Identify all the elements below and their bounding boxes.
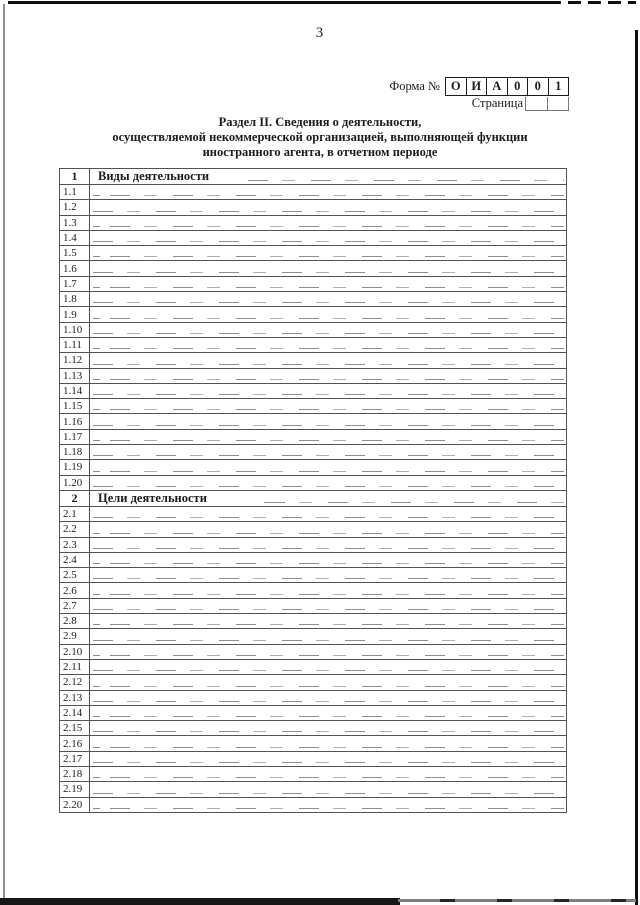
row-number-cell: [60, 629, 90, 644]
row-number: 2.2: [63, 523, 77, 536]
row-number: 2.3: [63, 538, 77, 551]
row-fill-cell: [90, 399, 567, 414]
row-number: 2.17: [63, 752, 83, 765]
bleed-through-line: [93, 272, 564, 273]
row-number: 1.5: [63, 247, 77, 260]
form-code-cells: [445, 77, 569, 96]
table-row: [60, 705, 567, 720]
row-number-cell: [60, 690, 90, 705]
section-title: [0, 115, 640, 160]
table-row: [60, 322, 567, 337]
row-number-cell: [60, 185, 90, 200]
row-fill-cell: [90, 337, 567, 352]
bleed-through-line: [93, 777, 564, 778]
bleed-through-line: [248, 180, 564, 181]
table-row: [60, 614, 567, 629]
form-number-row: [389, 77, 569, 96]
section-number-cell: [60, 169, 90, 185]
row-fill-cell: [90, 797, 567, 812]
row-fill-cell: [90, 322, 567, 337]
row-number-cell: [60, 797, 90, 812]
table-row: [60, 782, 567, 797]
row-number: 1.10: [63, 323, 83, 336]
row-number: 2.16: [63, 737, 83, 750]
row-number: 2.10: [63, 645, 83, 658]
bleed-through-line: [93, 517, 564, 518]
row-number-cell: [60, 614, 90, 629]
table-row: [60, 460, 567, 475]
table-row: [60, 276, 567, 291]
row-fill-cell: [90, 736, 567, 751]
row-fill-cell: [90, 766, 567, 781]
row-number-cell: [60, 246, 90, 261]
row-number: 2.1: [63, 508, 77, 521]
bleed-through-line: [93, 640, 564, 641]
row-fill-cell: [90, 368, 567, 383]
table-row: [60, 307, 567, 322]
row-number-cell: [60, 261, 90, 276]
bleed-through-line: [93, 364, 564, 365]
table-row: [60, 690, 567, 705]
row-fill-cell: [90, 185, 567, 200]
row-fill-cell: [90, 568, 567, 583]
activity-table: [59, 168, 567, 813]
row-number: 1.20: [63, 476, 83, 489]
table-row: [60, 185, 567, 200]
row-fill-cell: [90, 445, 567, 460]
table-row: [60, 368, 567, 383]
row-number: 1.6: [63, 262, 77, 275]
row-fill-cell: [90, 215, 567, 230]
page-field-cell: [526, 97, 547, 110]
row-fill-cell: [90, 200, 567, 215]
scan-edge-top-dashes: [548, 1, 636, 4]
row-number: 2.14: [63, 706, 83, 719]
row-number: 1.4: [63, 232, 77, 245]
row-number-cell: [60, 782, 90, 797]
row-number: 1.1: [63, 186, 77, 199]
row-fill-cell: [90, 629, 567, 644]
table-row: [60, 337, 567, 352]
row-number: 2.12: [63, 676, 83, 689]
row-number: 1.3: [63, 216, 77, 229]
table-row: [60, 598, 567, 613]
row-number-cell: [60, 537, 90, 552]
row-fill-cell: [90, 583, 567, 598]
bleed-through-line: [93, 670, 564, 671]
bleed-through-line: [93, 655, 564, 656]
bleed-through-line: [93, 686, 564, 687]
table-row: [60, 292, 567, 307]
section-heading-text: Цели деятельности: [98, 490, 207, 505]
row-number-cell: [60, 460, 90, 475]
section-number: 1: [71, 169, 78, 183]
form-code-cell: 1: [548, 78, 569, 95]
row-fill-cell: [90, 276, 567, 291]
section-title-line: осуществляемой некоммерческой организацией, выполняющей функции: [112, 130, 528, 144]
table-row: [60, 766, 567, 781]
table-row: [60, 629, 567, 644]
row-number-cell: [60, 736, 90, 751]
row-fill-cell: [90, 414, 567, 429]
page-field-cells: [525, 97, 569, 111]
bleed-through-line: [93, 624, 564, 625]
row-number: 2.4: [63, 553, 77, 566]
section-heading-text: Виды деятельности: [98, 169, 210, 183]
row-number: 2.13: [63, 691, 83, 704]
row-number: 2.5: [63, 569, 77, 582]
row-fill-cell: [90, 598, 567, 613]
table-row: [60, 583, 567, 598]
table-row: [60, 445, 567, 460]
section-title-cell: [90, 490, 567, 506]
row-number: 2.20: [63, 798, 83, 811]
row-number-cell: [60, 506, 90, 521]
table-row: [60, 429, 567, 444]
section-number: 2: [71, 490, 78, 505]
row-number-cell: [60, 644, 90, 659]
row-number-cell: [60, 721, 90, 736]
form-code-cell: И: [466, 78, 487, 95]
row-number: 1.11: [63, 339, 82, 352]
row-number-cell: [60, 445, 90, 460]
row-number-cell: [60, 659, 90, 674]
row-number: 2.8: [63, 615, 77, 628]
section-header-row: [60, 490, 567, 506]
row-fill-cell: [90, 721, 567, 736]
row-fill-cell: [90, 537, 567, 552]
page-field-row: [389, 96, 569, 111]
row-number-cell: [60, 475, 90, 490]
row-number-cell: [60, 368, 90, 383]
activity-table-body: [60, 169, 567, 813]
form-number-box: [389, 77, 569, 111]
table-row: [60, 414, 567, 429]
table-row: [60, 797, 567, 812]
bleed-through-line: [93, 425, 564, 426]
row-number-cell: [60, 215, 90, 230]
bleed-through-line: [93, 731, 564, 732]
scan-edge-bottom-bar: [0, 898, 400, 905]
row-number: 2.18: [63, 768, 83, 781]
row-number-cell: [60, 292, 90, 307]
row-number: 1.14: [63, 385, 83, 397]
form-code-cell: А: [486, 78, 507, 95]
row-number-cell: [60, 568, 90, 583]
row-fill-cell: [90, 246, 567, 261]
bleed-through-line: [93, 594, 564, 595]
table-row: [60, 506, 567, 521]
row-fill-cell: [90, 522, 567, 537]
bleed-through-line: [93, 716, 564, 717]
row-number: 2.7: [63, 599, 77, 612]
bleed-through-line: [93, 348, 564, 349]
table-row: [60, 383, 567, 398]
row-number: 1.16: [63, 415, 83, 428]
section-title-cell: [90, 169, 567, 185]
form-code-cell: О: [450, 79, 461, 93]
row-fill-cell: [90, 675, 567, 690]
bleed-through-line: [93, 793, 564, 794]
table-row: [60, 475, 567, 490]
table-row: [60, 721, 567, 736]
row-fill-cell: [90, 644, 567, 659]
bleed-through-line: [93, 379, 564, 380]
row-fill-cell: [90, 475, 567, 490]
row-number: 1.7: [63, 277, 77, 290]
row-fill-cell: [90, 690, 567, 705]
row-fill-cell: [90, 261, 567, 276]
row-number-cell: [60, 552, 90, 567]
bleed-through-line: [93, 548, 564, 549]
row-number-cell: [60, 322, 90, 337]
table-row: [60, 522, 567, 537]
section-header-row: [60, 169, 567, 185]
row-number-cell: [60, 414, 90, 429]
row-fill-cell: [90, 614, 567, 629]
scan-edge-top: [8, 1, 548, 4]
row-number-cell: [60, 353, 90, 368]
row-number: 1.17: [63, 430, 83, 443]
bleed-through-line: [93, 302, 564, 303]
bleed-through-line: [93, 241, 564, 242]
row-number: 1.13: [63, 369, 83, 382]
row-number-cell: [60, 383, 90, 398]
table-row: [60, 246, 567, 261]
row-number: 1.9: [63, 308, 77, 321]
row-number: 2.11: [63, 661, 82, 674]
row-fill-cell: [90, 292, 567, 307]
bleed-through-line: [93, 455, 564, 456]
row-number: 1.12: [63, 354, 83, 367]
table-row: [60, 675, 567, 690]
bleed-through-line: [93, 195, 564, 196]
form-code-cell: 0: [527, 78, 548, 95]
bleed-through-line: [93, 211, 564, 212]
table-row: [60, 261, 567, 276]
table-row: [60, 736, 567, 751]
table-row: [60, 230, 567, 245]
table-row: [60, 215, 567, 230]
bleed-through-line: [93, 409, 564, 410]
row-number-cell: [60, 429, 90, 444]
row-number: 2.6: [63, 584, 77, 597]
row-number-cell: [60, 705, 90, 720]
table-row: [60, 552, 567, 567]
table-row: [60, 537, 567, 552]
row-number-cell: [60, 766, 90, 781]
row-fill-cell: [90, 429, 567, 444]
row-number-cell: [60, 200, 90, 215]
bleed-through-line: [93, 563, 564, 564]
bleed-through-line: [93, 471, 564, 472]
bleed-through-line: [93, 808, 564, 809]
table-row: [60, 399, 567, 414]
row-fill-cell: [90, 659, 567, 674]
row-number: 1.19: [63, 461, 83, 474]
bleed-through-line: [93, 701, 564, 702]
bleed-through-line: [93, 578, 564, 579]
row-number: 1.15: [63, 400, 83, 413]
bleed-through-line: [93, 486, 564, 487]
page-field-label: Страница: [471, 96, 523, 110]
scan-edge-bottom-gray: [398, 899, 636, 902]
table-row: [60, 644, 567, 659]
page-field-cell: [547, 97, 569, 110]
row-number-cell: [60, 583, 90, 598]
row-fill-cell: [90, 751, 567, 766]
row-fill-cell: [90, 307, 567, 322]
bleed-through-line: [93, 609, 564, 610]
bleed-through-line: [93, 333, 564, 334]
row-number-cell: [60, 751, 90, 766]
row-fill-cell: [90, 230, 567, 245]
row-number: 1.8: [63, 293, 77, 306]
scan-edge-right: [635, 30, 638, 905]
row-number-cell: [60, 230, 90, 245]
bleed-through-line: [93, 440, 564, 441]
row-number-cell: [60, 307, 90, 322]
bleed-through-line: [93, 226, 564, 227]
row-number: 2.9: [63, 630, 77, 643]
table-row: [60, 353, 567, 368]
row-fill-cell: [90, 506, 567, 521]
row-number: 1.18: [63, 446, 83, 459]
bleed-through-line: [93, 394, 564, 395]
page-number: 3: [315, 25, 325, 41]
section-title-line: иностранного агента, в отчетном периоде: [202, 145, 438, 159]
row-fill-cell: [90, 353, 567, 368]
bleed-through-line: [93, 747, 564, 748]
bleed-through-line: [93, 533, 564, 534]
table-row: [60, 568, 567, 583]
table-row: [60, 751, 567, 766]
table-row: [60, 659, 567, 674]
bleed-through-line: [93, 762, 564, 763]
bleed-through-line: [93, 318, 564, 319]
bleed-through-line: [93, 256, 564, 257]
row-fill-cell: [90, 705, 567, 720]
row-number-cell: [60, 399, 90, 414]
row-fill-cell: [90, 782, 567, 797]
row-fill-cell: [90, 460, 567, 475]
row-number-cell: [60, 276, 90, 291]
row-number: 2.15: [63, 722, 83, 735]
bleed-through-line: [93, 287, 564, 288]
form-number-label: Форма №: [389, 79, 440, 93]
row-number-cell: [60, 598, 90, 613]
row-number-cell: [60, 522, 90, 537]
section-title-line: Раздел II. Сведения о деятельности,: [218, 115, 422, 129]
row-number: 1.2: [63, 201, 77, 214]
form-code-cell: 0: [507, 78, 528, 95]
row-number-cell: [60, 675, 90, 690]
row-fill-cell: [90, 552, 567, 567]
section-number-cell: [60, 490, 90, 506]
bleed-through-line: [248, 502, 564, 503]
row-number-cell: [60, 337, 90, 352]
row-number: 2.19: [63, 783, 83, 796]
row-fill-cell: [90, 383, 567, 398]
table-row: [60, 200, 567, 215]
